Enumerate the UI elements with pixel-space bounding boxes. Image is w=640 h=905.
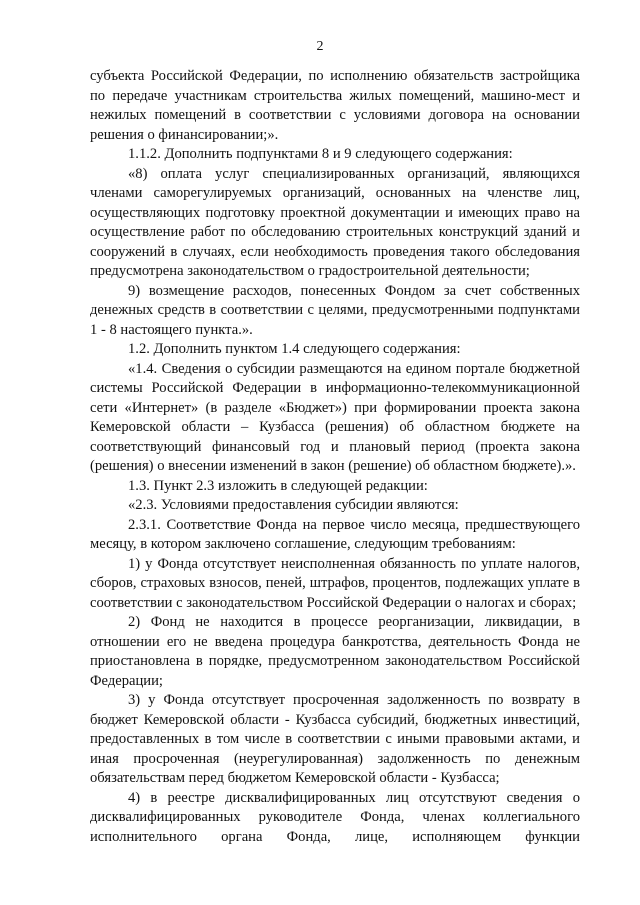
paragraph-1-4: «1.4. Сведения о субсидии размещаются на едином портале бюджетной системы Российской Федерации в информационно-телекоммуникационной сети «Интернет» (в разделе «Бюджет») при формировании проекта закона Кемеровской области – Кузбасса (решения) об областном бюджете на соответствующий финансовый год и плановый период (проекта закона (решения) о внесении изменений в закон (решение) об областном бюджете).».: [90, 360, 580, 474]
paragraph-requirement-3: 3) у Фонда отсутствует просроченная задолженность по возврату в бюджет Кемеровской области - Кузбасса субсидий, бюджетных инвестиций, предоставленных в том числе в соответствии с иными правовыми актами, и иная просроченная (неурегулированная) задолженность по денежным обязательствам перед бюджетом Кемеровской области - Кузбасса;: [90, 692, 580, 786]
paragraph-1-1-2: 1.1.2. Дополнить подпунктами 8 и 9 следующего содержания:: [128, 146, 513, 162]
paragraph-requirement-2: 2) Фонд не находится в процессе реорганизации, ликвидации, в отношении его не введена процедура банкротства, деятельность Фонда не приостановлена в порядке, предусмотренном законодательством Российской Федерации;: [90, 614, 580, 689]
paragraph-item-9: 9) возмещение расходов, понесенных Фондом за счет собственных денежных средств в соответствии с целями, предусмотренными подпунктами 1 - 8 настоящего пункта.».: [90, 282, 580, 338]
paragraph-requirement-4: 4) в реестре дисквалифицированных лиц отсутствуют сведения о дисквалифицированных руководителе Фонда, членах коллегиального исполнительного органа Фонда, лице, исполняющем функции: [90, 789, 580, 845]
paragraph-1-3: 1.3. Пункт 2.3 изложить в следующей редакции:: [128, 477, 428, 494]
paragraph-1-2: 1.2. Дополнить пунктом 1.4 следующего содержания:: [128, 341, 461, 357]
paragraph-item-8: «8) оплата услуг специализированных организаций, являющихся членами саморегулируемых организаций, основанных на членстве лиц, осуществляющих подготовку проектной документации и имеющих право на осуществление работ по обследованию строительных конструкций зданий и сооружений в случаях, если необходимость проведения такого обследования предусмотрена законодательством о градостроительной деятельности;: [90, 165, 580, 279]
paragraph-continuation: субъекта Российской Федерации, по исполнению обязательств застройщика по передаче участникам строительства жилых помещений, машино-мест и нежилых помещений в соответствии с условиями договора на основании решения о финансировании;».: [90, 68, 580, 143]
document-body: [90, 67, 580, 847]
paragraph-2-3: «2.3. Условиями предоставления субсидии являются:: [128, 497, 459, 513]
paragraph-2-3-1: 2.3.1. Соответствие Фонда на первое число месяца, предшествующего месяцу, в котором заключено соглашение, следующим требованиям:: [90, 516, 580, 552]
paragraph-requirement-1: 1) у Фонда отсутствует неисполненная обязанность по уплате налогов, сборов, страховых взносов, пеней, штрафов, процентов, подлежащих уплате в соответствии с законодательством Российской Федерации о налогах и сборах;: [90, 555, 580, 611]
page-number: 2: [316, 39, 324, 54]
